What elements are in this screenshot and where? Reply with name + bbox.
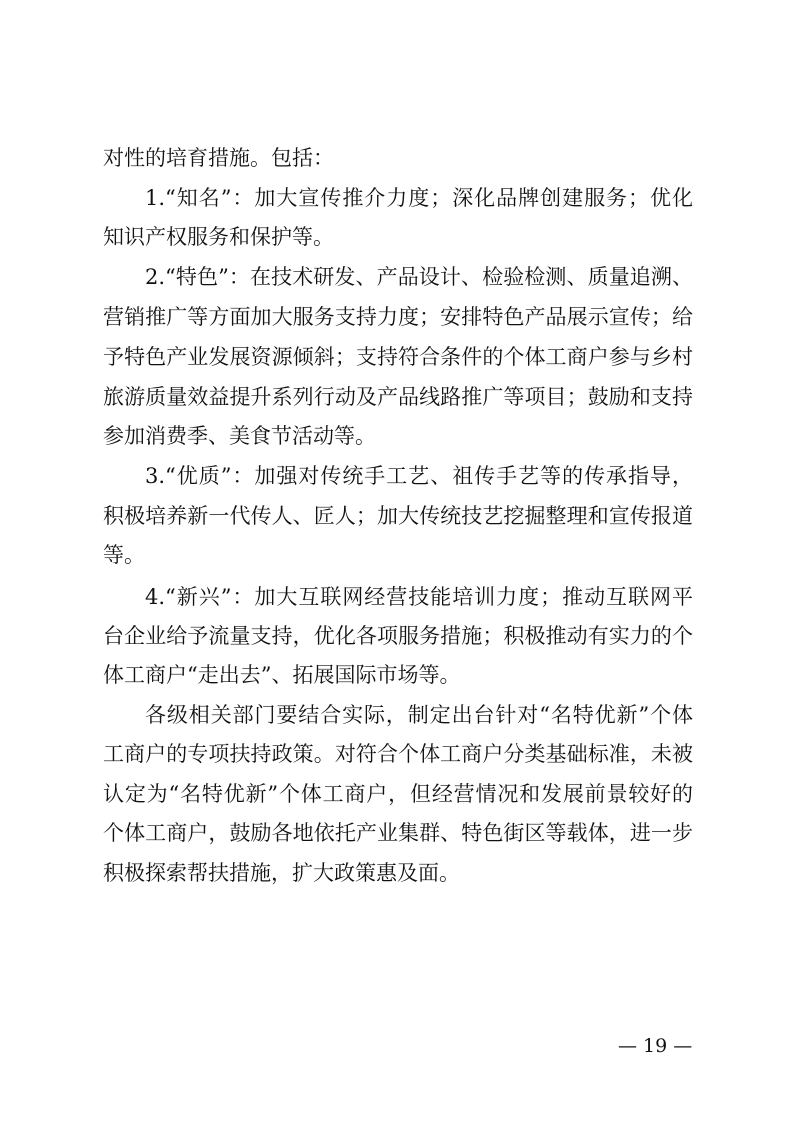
text-line-1: 对性的培育措施。包括：	[103, 146, 334, 170]
text-line-14: 体工商户“走出去”、拓展国际市场等。	[103, 663, 461, 687]
text-line-18: 个体工商户，鼓励各地依托产业集群、特色街区等载体，进一步	[103, 821, 693, 845]
text-line-8: 参加消费季、美食节活动等。	[103, 424, 376, 448]
text-line-19: 积极探索帮扶措施，扩大政策惠及面。	[103, 861, 460, 885]
text-line-13: 台企业给予流量支持，优化各项服务措施；积极推动有实力的个	[103, 624, 693, 648]
text-line-15: 各级相关部门要结合实际，制定出台针对“名特优新”个体	[145, 703, 693, 727]
text-line-5: 营销推广等方面加大服务支持力度；安排特色产品展示宣传；给	[103, 305, 693, 329]
text-line-12: 4.“新兴”：加大互联网经营技能培训力度；推动互联网平	[145, 585, 693, 609]
page-number: — 19 —	[618, 1035, 693, 1057]
text-line-3: 知识产权服务和保护等。	[103, 225, 334, 249]
text-line-6: 予特色产业发展资源倾斜；支持符合条件的个体工商户参与乡村	[103, 345, 693, 369]
text-line-16: 工商户的专项扶持政策。对符合个体工商户分类基础标准，未被	[103, 742, 693, 766]
text-line-2: 1.“知名”：加大宣传推介力度；深化品牌创建服务；优化	[145, 186, 693, 210]
text-line-11: 等。	[103, 543, 145, 567]
text-line-9: 3.“优质”：加强对传统手工艺、祖传手艺等的传承指导，	[145, 464, 693, 488]
text-line-7: 旅游质量效益提升系列行动及产品线路推广等项目；鼓励和支持	[103, 385, 693, 409]
text-line-17: 认定为“名特优新”个体工商户，但经营情况和发展前景较好的	[103, 782, 693, 806]
text-line-10: 积极培养新一代传人、匠人；加大传统技艺挖掘整理和宣传报道	[103, 504, 693, 528]
text-line-4: 2.“特色”：在技术研发、产品设计、检验检测、质量追溯、	[145, 265, 693, 289]
